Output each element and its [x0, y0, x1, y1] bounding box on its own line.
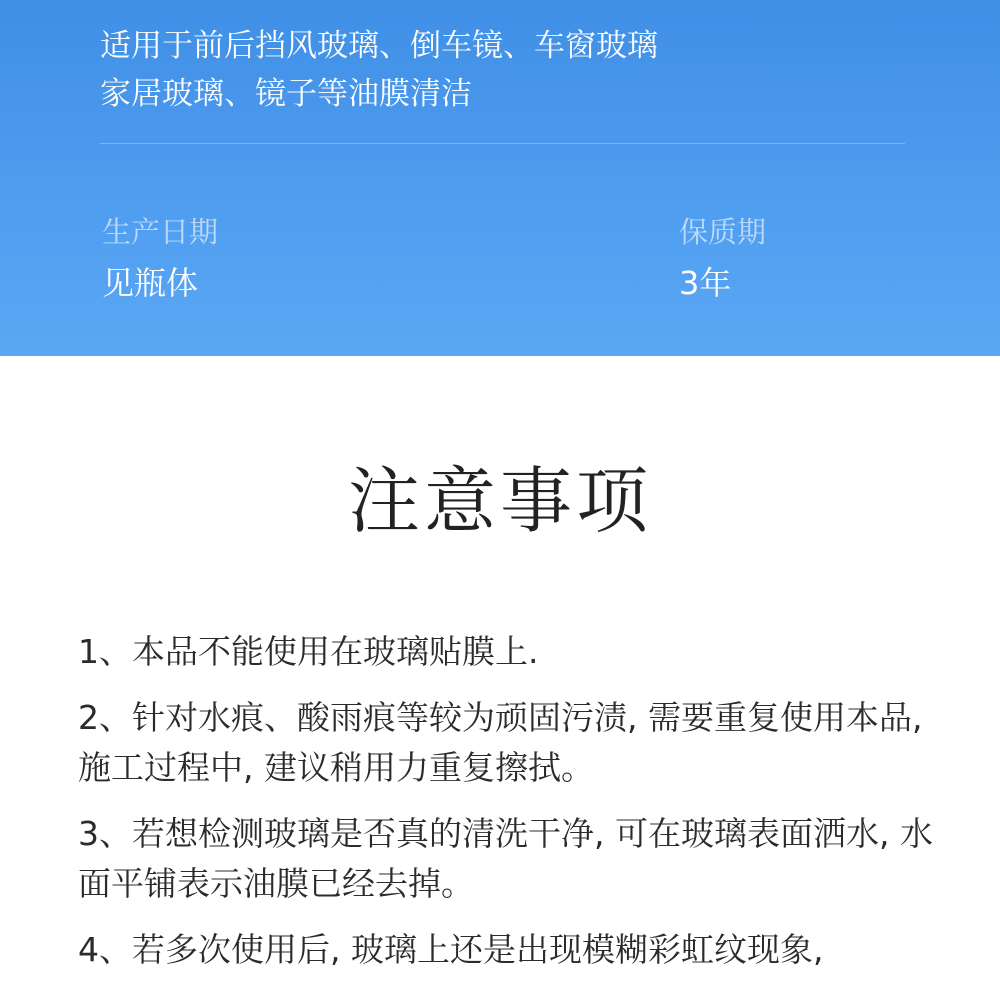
production-date-value: 见瓶体	[102, 264, 199, 302]
notice-item-3: 3、若想检测玻璃是否真的清洗干净, 可在玻璃表面洒水, 水面平铺表示油膜已经去掉。	[78, 814, 933, 903]
product-info-panel	[0, 0, 1000, 356]
info-divider	[100, 143, 905, 144]
notice-list	[78, 627, 958, 991]
production-date-label: 生产日期	[102, 215, 219, 249]
main-function-line-1: 适用于前后挡风玻璃、倒车镜、车窗玻璃	[100, 28, 658, 64]
notice-item-1: 1、本品不能使用在玻璃贴膜上.	[78, 632, 539, 671]
notice-item-4: 4、若多次使用后, 玻璃上还是出现模糊彩虹纹现象,	[78, 930, 824, 969]
notice-item-2: 2、针对水痕、酸雨痕等较为顽固污渍, 需要重复使用本品, 施工过程中, 建议稍用力重复擦拭。	[78, 698, 923, 787]
shelf-life-label: 保质期	[679, 215, 767, 249]
notice-title: 注意事项	[347, 459, 652, 543]
shelf-life-value: 3年	[679, 264, 732, 302]
main-function-line-2: 家居玻璃、镜子等油膜清洁	[100, 76, 472, 112]
